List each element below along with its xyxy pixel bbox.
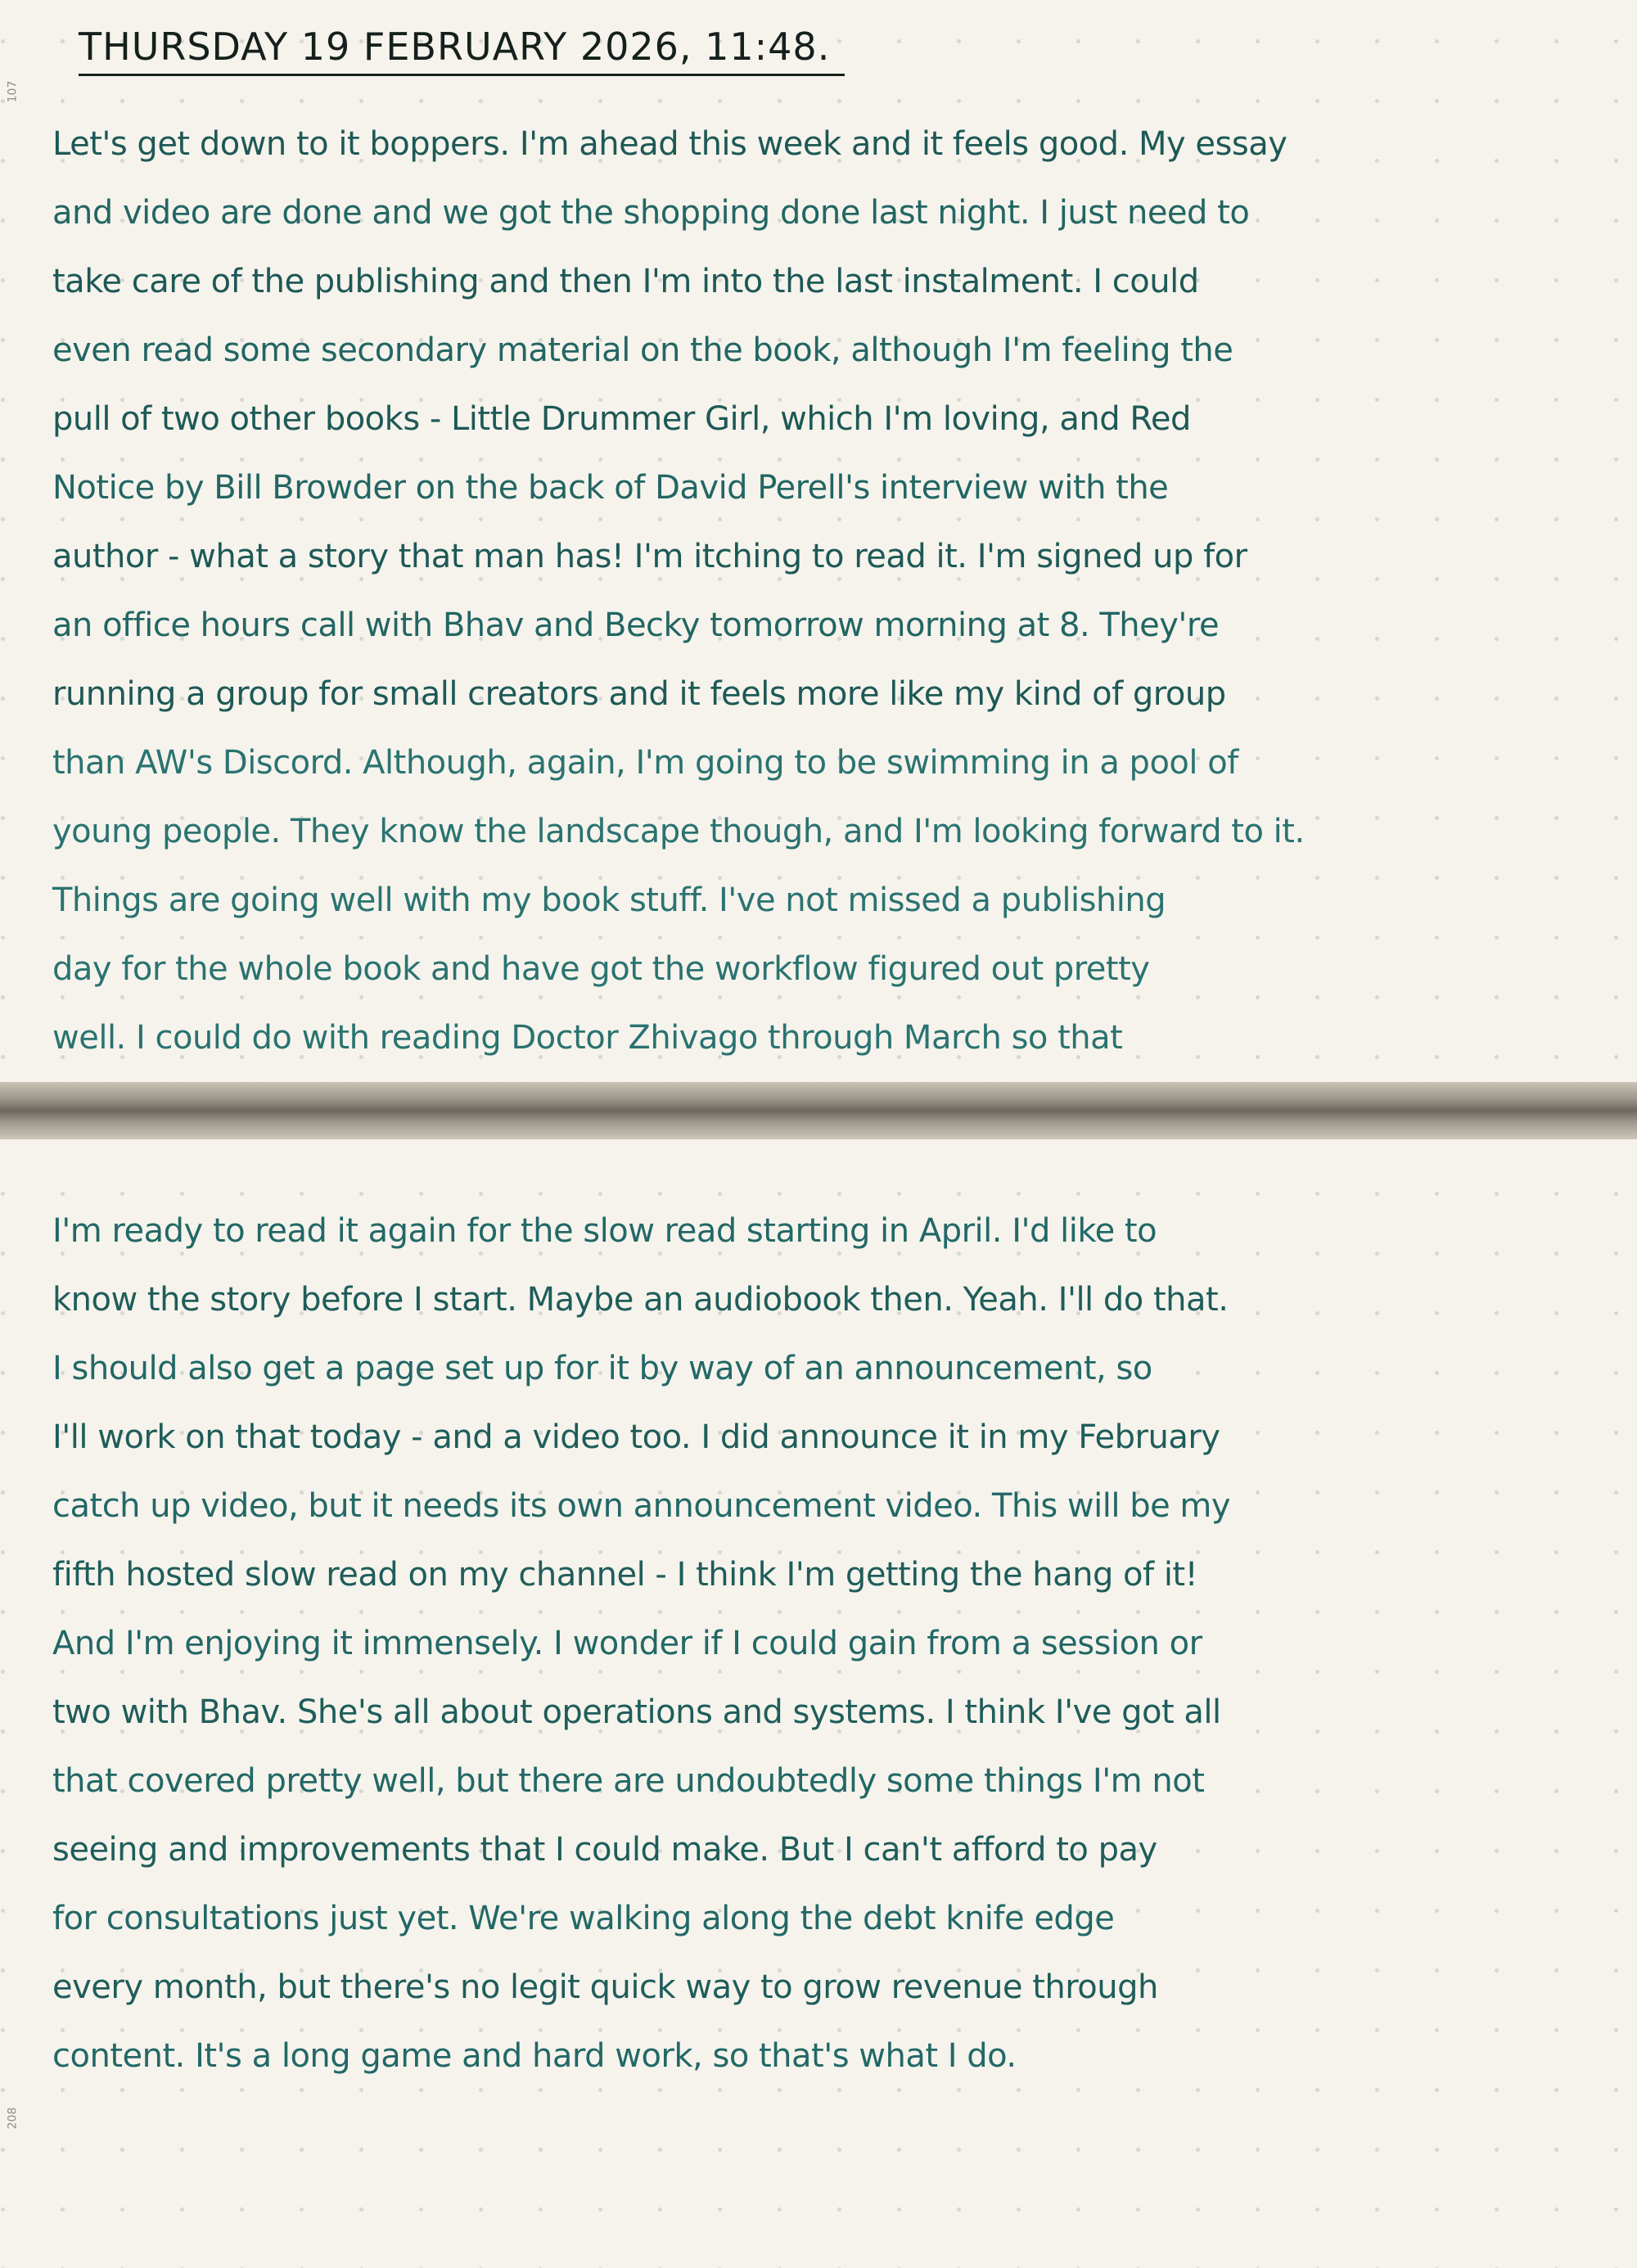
text-line: content. It's a long game and hard work, so that's what I do. bbox=[52, 2037, 1017, 2075]
date-heading: THURSDAY 19 FEBRUARY 2026, 11:48. bbox=[79, 25, 845, 76]
text-line: for consultations just yet. We're walking along the debt knife edge bbox=[52, 1900, 1115, 1937]
notebook-page-bottom bbox=[0, 1139, 1637, 2268]
text-line: an office hours call with Bhav and Becky tomorrow morning at 8. They're bbox=[52, 606, 1220, 644]
text-line: day for the whole book and have got the workflow figured out pretty bbox=[52, 950, 1150, 988]
text-line: than AW's Discord. Although, again, I'm going to be swimming in a pool of bbox=[52, 744, 1238, 782]
text-line: running a group for small creators and it feels more like my kind of group bbox=[52, 675, 1226, 713]
text-line: well. I could do with reading Doctor Zhivago through March so that bbox=[52, 1019, 1123, 1057]
text-line: Notice by Bill Browder on the back of David Perell's interview with the bbox=[52, 469, 1169, 507]
text-line: fifth hosted slow read on my channel - I think I'm getting the hang of it! bbox=[52, 1556, 1198, 1594]
text-line: two with Bhav. She's all about operations and systems. I think I've got all bbox=[52, 1693, 1221, 1731]
notebook-spine bbox=[0, 1082, 1637, 1139]
text-line: pull of two other books - Little Drummer Girl, which I'm loving, and Red bbox=[52, 400, 1191, 438]
text-line: catch up video, but it needs its own announcement video. This will be my bbox=[52, 1487, 1231, 1525]
text-line: I'm ready to read it again for the slow read starting in April. I'd like to bbox=[52, 1212, 1157, 1250]
text-line: Things are going well with my book stuff. I've not missed a publishing bbox=[52, 881, 1166, 919]
text-line: young people. They know the landscape though, and I'm looking forward to it. bbox=[52, 813, 1305, 850]
text-line: every month, but there's no legit quick way to grow revenue through bbox=[52, 1968, 1158, 2006]
text-line: I should also get a page set up for it by way of an announcement, so bbox=[52, 1350, 1152, 1387]
text-line: and video are done and we got the shopping done last night. I just need to bbox=[52, 194, 1250, 232]
text-line: know the story before I start. Maybe an audiobook then. Yeah. I'll do that. bbox=[52, 1281, 1229, 1319]
text-line: even read some secondary material on the book, although I'm feeling the bbox=[52, 331, 1233, 369]
text-line: author - what a story that man has! I'm itching to read it. I'm signed up for bbox=[52, 538, 1247, 575]
text-line: that covered pretty well, but there are undoubtedly some things I'm not bbox=[52, 1762, 1205, 1800]
text-line: Let's get down to it boppers. I'm ahead this week and it feels good. My essay bbox=[52, 125, 1288, 163]
page-number-bottom: 208 bbox=[6, 2107, 20, 2130]
journal-text-top bbox=[52, 110, 1305, 1072]
journal-text-bottom bbox=[52, 1197, 1230, 2090]
page-number-top: 107 bbox=[6, 80, 20, 103]
text-line: And I'm enjoying it immensely. I wonder if I could gain from a session or bbox=[52, 1625, 1202, 1662]
text-line: I'll work on that today - and a video too. I did announce it in my February bbox=[52, 1418, 1220, 1456]
text-line: seeing and improvements that I could make. But I can't afford to pay bbox=[52, 1831, 1157, 1869]
text-line: take care of the publishing and then I'm into the last instalment. I could bbox=[52, 263, 1199, 300]
notebook-page-top bbox=[0, 0, 1637, 1082]
